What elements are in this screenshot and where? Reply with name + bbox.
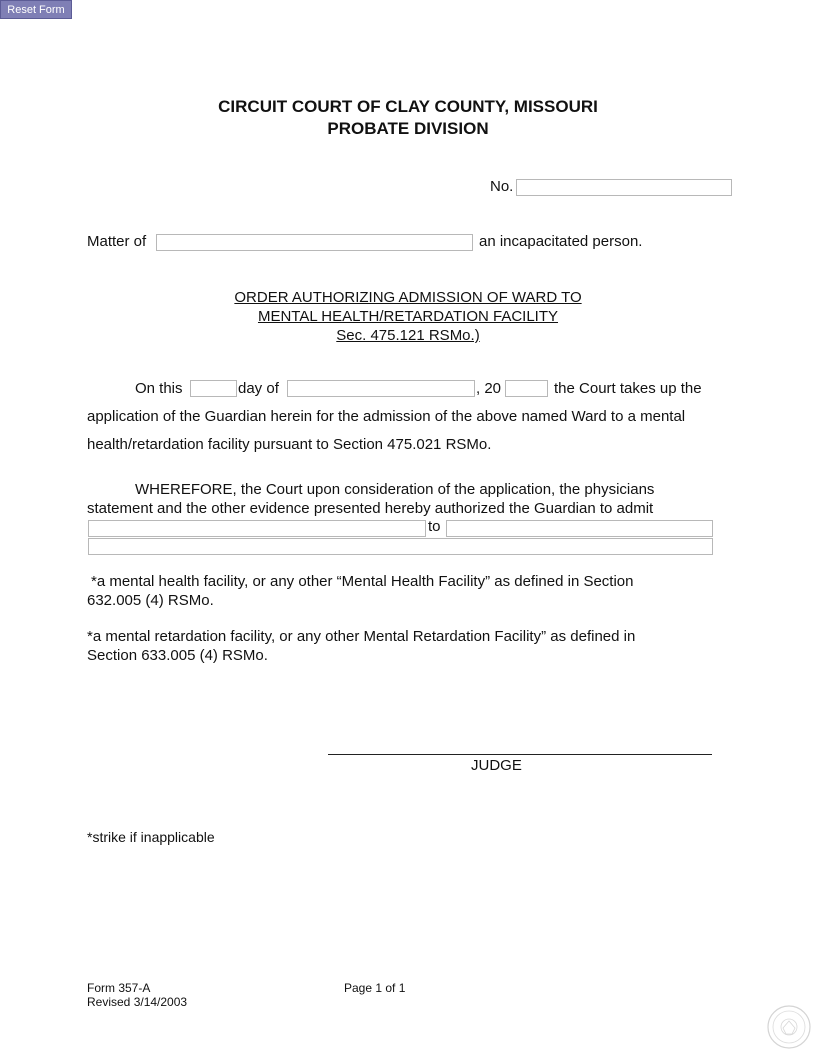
ward-name-input[interactable]	[156, 234, 473, 251]
day-of-label: day of	[238, 380, 279, 397]
ward-admit-input[interactable]	[88, 520, 426, 537]
footnote-mental-health-line-2: 632.005 (4) RSMo.	[87, 592, 214, 609]
year-prefix-label: , 20	[476, 380, 502, 397]
facility-address-input[interactable]	[88, 538, 713, 555]
order-title-line-3: Sec. 475.121 RSMo.)	[336, 327, 480, 344]
revised-date: Revised 3/14/2003	[87, 995, 188, 1009]
reset-form-button[interactable]: Reset Form	[0, 0, 72, 19]
court-seal-icon	[766, 1004, 812, 1050]
month-input[interactable]	[287, 380, 475, 397]
footnote-mental-health-line-1: *a mental health facility, or any other “Mental Health Facility” as defined in Section	[91, 573, 634, 590]
facility-name-input[interactable]	[446, 520, 713, 537]
case-number-input[interactable]	[516, 179, 732, 196]
court-takes-label: the Court takes up the	[554, 380, 702, 397]
judge-signature-line	[328, 754, 712, 755]
footnote-retardation-line-2: Section 633.005 (4) RSMo.	[87, 647, 268, 664]
form-number: Form 357-A	[87, 981, 151, 995]
order-title-line-2: MENTAL HEALTH/RETARDATION FACILITY	[257, 308, 559, 325]
on-this-label: On this	[135, 380, 183, 397]
judge-label: JUDGE	[471, 757, 522, 774]
paragraph-2-line-2: statement and the other evidence presented hereby authorized the Guardian to admit	[87, 500, 654, 517]
case-number-label: No.	[490, 178, 514, 195]
incapacitated-person-label: an incapacitated person.	[479, 233, 643, 250]
paragraph-1-line-3: health/retardation facility pursuant to Section 475.021 RSMo.	[87, 436, 492, 453]
year-input[interactable]	[505, 380, 548, 397]
order-title-line-1: ORDER AUTHORIZING ADMISSION OF WARD TO	[234, 289, 582, 306]
paragraph-1-line-2: application of the Guardian herein for the admission of the above named Ward to a mental	[87, 408, 686, 425]
paragraph-2-line-1: WHEREFORE, the Court upon consideration of the application, the physicians	[135, 481, 655, 498]
matter-of-label: Matter of	[87, 233, 147, 250]
day-input[interactable]	[190, 380, 237, 397]
court-title: CIRCUIT COURT OF CLAY COUNTY, MISSOURI	[218, 97, 598, 116]
footnote-retardation-line-1: *a mental retardation facility, or any other Mental Retardation Facility” as defined in	[87, 628, 636, 645]
strike-note: *strike if inapplicable	[87, 829, 215, 845]
to-label: to	[428, 518, 441, 535]
division-title: PROBATE DIVISION	[327, 119, 489, 138]
page-number: Page 1 of 1	[344, 981, 406, 995]
